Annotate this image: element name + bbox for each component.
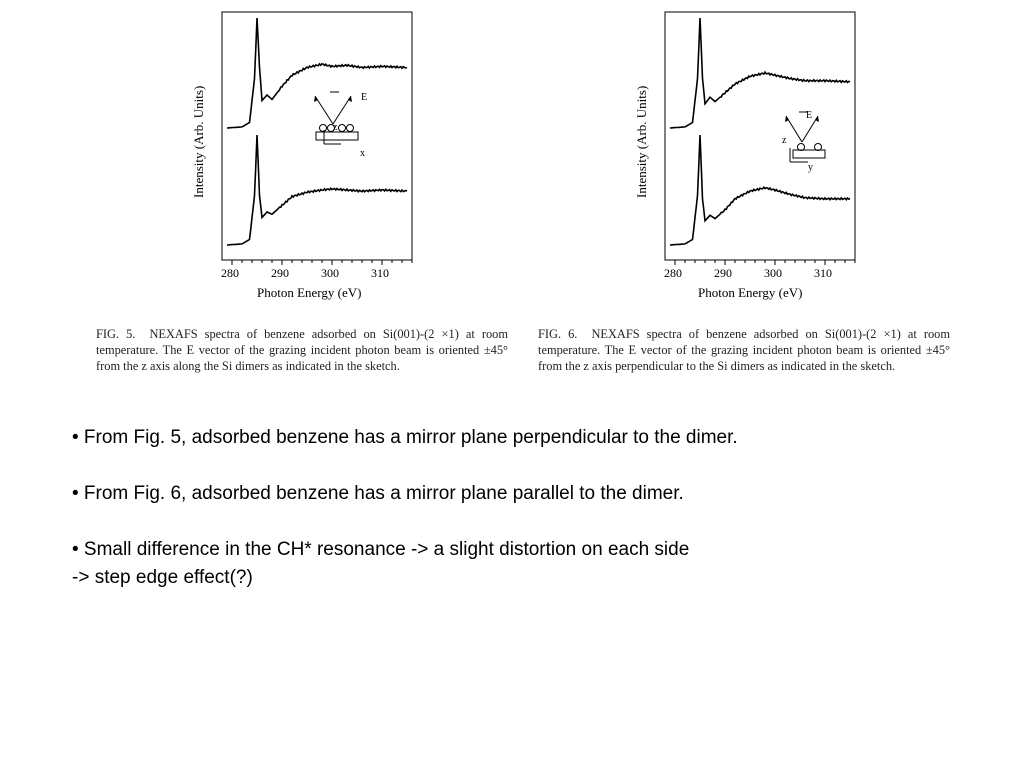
figure-5-caption bbox=[96, 326, 508, 374]
incident-arrow bbox=[315, 96, 333, 124]
field-vector-label: E bbox=[806, 110, 813, 121]
sketch bbox=[785, 112, 825, 162]
bullet-list bbox=[72, 424, 972, 592]
spectrum-lower bbox=[227, 135, 407, 245]
y-axis-label: Intensity (Arb. Units) bbox=[191, 85, 206, 198]
spectrum-upper bbox=[227, 18, 407, 128]
field-vector-label: E bbox=[361, 92, 368, 103]
plot-frame bbox=[222, 12, 412, 260]
caption-text: NEXAFS spectra of benzene adsorbed on Si(001)-(2 ×1) at room temperature. The E vector of the grazing incident photon beam is oriented ±45° from the z axis along the Si dimers as indicated in the sketch. bbox=[96, 327, 508, 373]
benzene-molecule bbox=[347, 125, 354, 132]
x-tick-label: 290 bbox=[271, 266, 289, 280]
bullet-item: • From Fig. 6, adsorbed benzene has a mirror plane parallel to the dimer. bbox=[72, 483, 684, 504]
x-tick-label: 310 bbox=[371, 266, 389, 280]
benzene-molecule bbox=[320, 125, 327, 132]
x-axis-label: Photon Energy (eV) bbox=[257, 285, 362, 300]
benzene-molecule bbox=[339, 125, 346, 132]
y-axis-label: Intensity (Arb. Units) bbox=[634, 85, 649, 198]
spectrum-upper bbox=[670, 18, 850, 128]
substrate bbox=[316, 132, 358, 140]
y-axis-sketch-label: y bbox=[808, 162, 813, 173]
substrate bbox=[793, 150, 825, 158]
benzene-molecule bbox=[815, 144, 822, 151]
figure-5 bbox=[185, 0, 425, 308]
x-tick-label: 280 bbox=[664, 266, 682, 280]
benzene-molecule bbox=[798, 144, 805, 151]
figure-6-plot bbox=[628, 0, 868, 308]
spectrum-lower bbox=[670, 135, 850, 245]
x-tick-label: 310 bbox=[814, 266, 832, 280]
figure-5-plot bbox=[185, 0, 425, 308]
x-axis-label: Photon Energy (eV) bbox=[698, 285, 803, 300]
x-axis-sketch-label: x bbox=[360, 148, 365, 159]
x-tick-label: 290 bbox=[714, 266, 732, 280]
bullet-item: • From Fig. 5, adsorbed benzene has a mirror plane perpendicular to the dimer. bbox=[72, 427, 738, 448]
figure-6-caption bbox=[538, 326, 950, 374]
caption-text: NEXAFS spectra of benzene adsorbed on Si(001)-(2 ×1) at room temperature. The E vector of the grazing incident photon beam is oriented ±45° from the z axis perpendicular to the Si dimers as indicated in the sketch. bbox=[538, 327, 950, 373]
z-axis-label: z bbox=[333, 122, 338, 133]
sketch bbox=[314, 92, 358, 144]
reflected-arrow bbox=[333, 96, 351, 124]
bullet-continuation: -> step edge effect(?) bbox=[72, 567, 253, 588]
z-axis-label: z bbox=[782, 135, 787, 146]
x-tick-label: 300 bbox=[764, 266, 782, 280]
plot-frame bbox=[665, 12, 855, 260]
x-tick-label: 280 bbox=[221, 266, 239, 280]
bullet-item: • Small difference in the CH* resonance -> a slight distortion on each side bbox=[72, 539, 690, 560]
caption-label: FIG. 6. bbox=[538, 327, 578, 341]
caption-label: FIG. 5. bbox=[96, 327, 136, 341]
x-tick-label: 300 bbox=[321, 266, 339, 280]
figure-6 bbox=[628, 0, 868, 308]
